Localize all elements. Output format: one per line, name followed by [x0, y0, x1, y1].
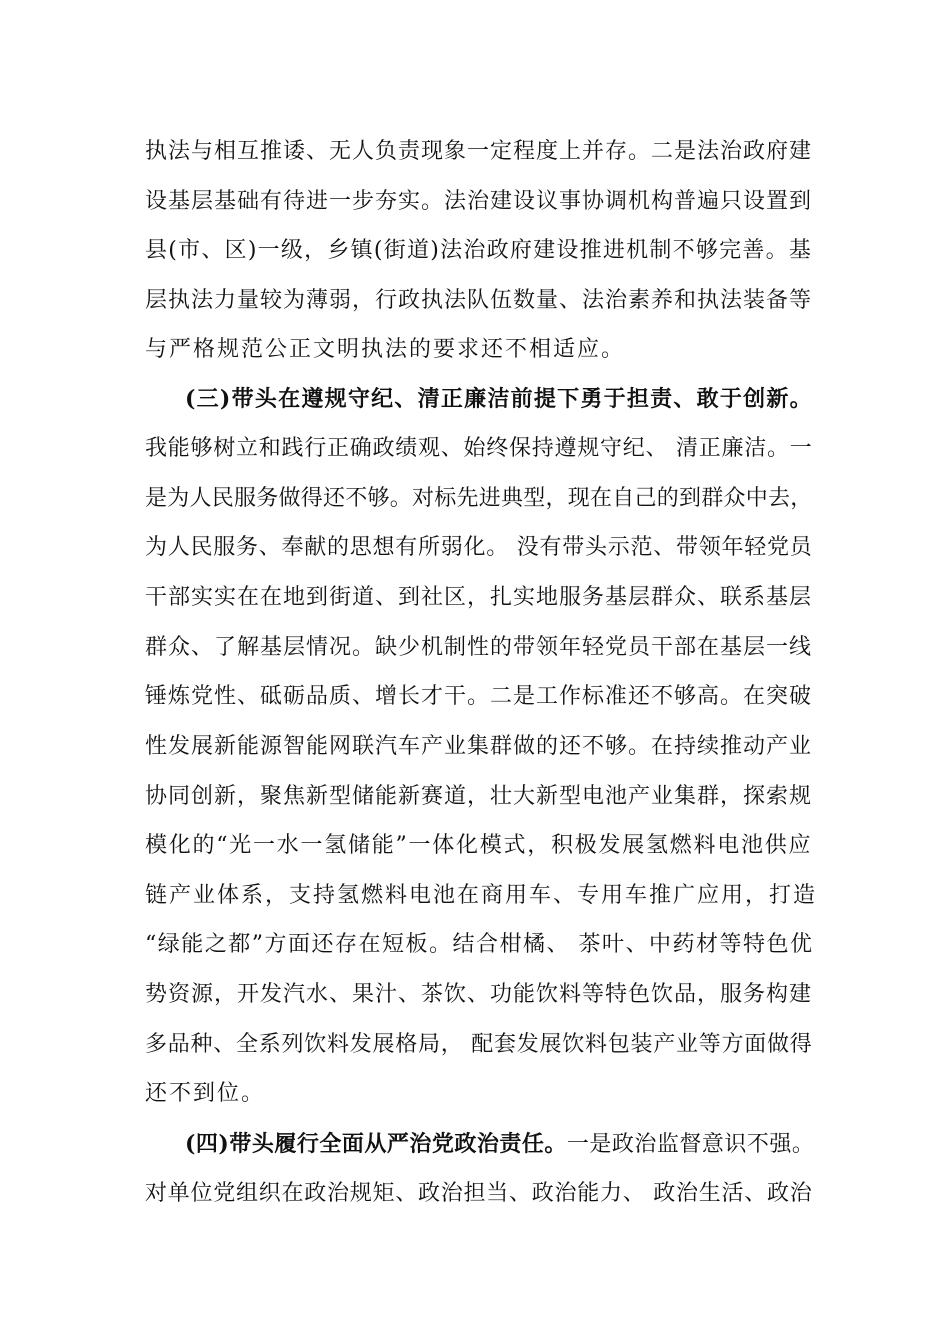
section-heading-3: (三)带头在遵规守纪、清正廉洁前提下勇于担责、敢于创新。: [185, 386, 813, 412]
paragraph-line: 与严格规范公正文明执法的要求还不相适应。: [145, 337, 626, 362]
section-heading-4-line: [185, 1129, 814, 1159]
paragraph-line: “绿能之都”方面还存在短板。结合柑橘、 茶叶、中药材等特色优: [145, 932, 814, 957]
section-heading-4: (四)带头履行全面从严治党政治责任。: [185, 1131, 567, 1157]
paragraph-line: 还不到位。: [145, 1081, 266, 1106]
paragraph-line: 锤炼党性、砥砺品质、增长才干。二是工作标准还不够高。在突破: [145, 684, 813, 709]
paragraph-line: 群众、了解基层情况。缺少机制性的带领年轻党员干部在基层一线: [145, 635, 813, 660]
paragraph-line: 设基层基础有待进一步夯实。法治建设议事协调机构普遍只设置到: [145, 189, 813, 214]
paragraph-line: 县(市、区)一级，乡镇(街道)法治政府建设推进机制不够完善。基: [145, 238, 813, 263]
paragraph-line: 模化的“光一水一氢储能”一体化模式，积极发展氢燃料电池供应: [145, 833, 813, 858]
section-heading-4-text: 一是政治监督意识不强。: [566, 1132, 815, 1157]
paragraph-line: 为人民服务、奉献的思想有所弱化。 没有带头示范、带领年轻党员: [145, 535, 813, 560]
paragraph-line: 链产业体系，支持氢燃料电池在商用车、专用车推广应用，打造: [145, 883, 818, 908]
paragraph-line: 势资源，开发汽水、果汁、茶饮、功能饮料等特色饮品，服务构建: [145, 982, 813, 1007]
paragraph-line: 性发展新能源智能网联汽车产业集群做的还不够。在持续推动产业: [145, 734, 813, 759]
paragraph-line: 我能够树立和践行正确政绩观、始终保持遵规守纪、 清正廉洁。一: [145, 436, 813, 461]
paragraph-line: 对单位党组织在政治规矩、政治担当、政治能力、 政治生活、政治: [145, 1181, 813, 1206]
paragraph-line: 层执法力量较为薄弱，行政执法队伍数量、法治素养和执法装备等: [145, 288, 813, 313]
paragraph-line: 是为人民服务做得还不够。对标先进典型，现在自己的到群众中去，: [145, 486, 813, 511]
paragraph-line: 干部实实在在地到街道、到社区，扎实地服务基层群众、联系基层: [145, 585, 813, 610]
paragraph-line: 多品种、全系列饮料发展格局， 配套发展饮料包装产业等方面做得: [145, 1032, 813, 1057]
paragraph-line: 协同创新，聚焦新型储能新赛道，壮大新型电池产业集群，探索规: [145, 784, 813, 809]
paragraph-line: 执法与相互推诿、无人负责现象一定程度上并存。二是法治政府建: [145, 139, 813, 164]
